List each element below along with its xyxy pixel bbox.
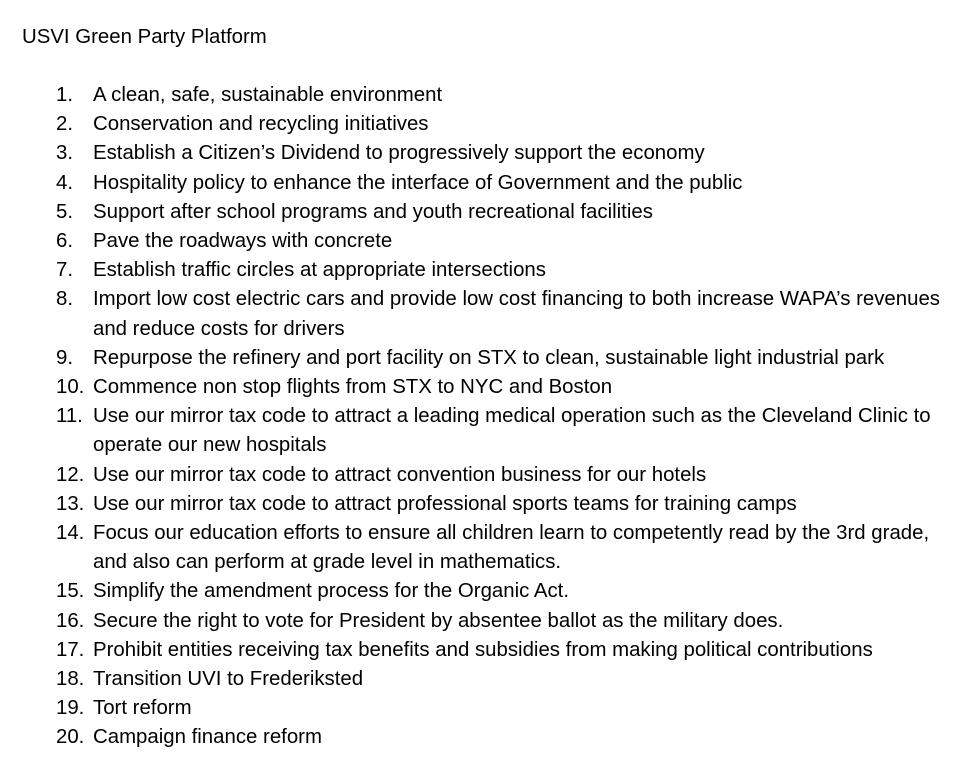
list-item bbox=[56, 665, 956, 694]
item-number: 1. bbox=[56, 84, 74, 106]
list-item bbox=[56, 636, 956, 665]
item-number: 19. bbox=[56, 697, 85, 720]
list-item bbox=[56, 461, 956, 490]
item-number: 15. bbox=[56, 580, 85, 603]
item-text: Focus our education efforts to ensure all children learn to competently read by the 3rd grade, and also can perform at grade level in mathematics. bbox=[93, 522, 930, 574]
item-text: Import low cost electric cars and provide low cost financing to both increase WAPA’s revenues and reduce costs for drivers bbox=[93, 288, 940, 340]
item-number: 4. bbox=[56, 171, 74, 194]
item-text: Hospitality policy to enhance the interface of Government and the public bbox=[93, 171, 743, 194]
list-item bbox=[56, 110, 956, 139]
item-text: Simplify the amendment process for the Organic Act. bbox=[93, 580, 569, 603]
item-number: 20. bbox=[56, 726, 85, 749]
list-item bbox=[56, 577, 956, 606]
item-text: Pave the roadways with concrete bbox=[93, 230, 393, 253]
item-number: 18. bbox=[56, 668, 85, 691]
list-item bbox=[56, 490, 956, 519]
list-item bbox=[56, 402, 956, 460]
item-number: 16. bbox=[56, 609, 85, 632]
item-number: 10. bbox=[56, 376, 85, 399]
item-number: 2. bbox=[56, 113, 74, 136]
item-text: Establish a Citizen’s Dividend to progressively support the economy bbox=[93, 142, 705, 165]
item-number: 14. bbox=[56, 522, 85, 545]
list-item bbox=[56, 285, 956, 343]
list-item bbox=[56, 256, 956, 285]
item-text: Tort reform bbox=[93, 697, 192, 720]
item-number: 5. bbox=[56, 200, 74, 223]
item-text: Secure the right to vote for President by absentee ballot as the military does. bbox=[93, 609, 784, 632]
list-item bbox=[56, 519, 956, 577]
list-item bbox=[56, 373, 956, 402]
list-item bbox=[56, 227, 956, 256]
item-number: 6. bbox=[56, 230, 74, 253]
list-item bbox=[56, 81, 956, 110]
list-item bbox=[56, 139, 956, 168]
list-item bbox=[56, 344, 956, 373]
item-number: 3. bbox=[56, 142, 74, 165]
list-item bbox=[56, 169, 956, 198]
item-number: 17. bbox=[56, 638, 85, 661]
item-number: 9. bbox=[56, 346, 74, 369]
item-text: Transition UVI to Frederiksted bbox=[93, 668, 364, 691]
item-text: Establish traffic circles at appropriate intersections bbox=[93, 259, 546, 282]
item-number: 8. bbox=[56, 288, 74, 311]
item-number: 7. bbox=[56, 259, 74, 282]
item-text: Conservation and recycling initiatives bbox=[93, 113, 429, 136]
item-text: A clean, safe, sustainable environment bbox=[93, 84, 443, 106]
item-text: Prohibit entities receiving tax benefits and subsidies from making political contributions bbox=[93, 638, 873, 661]
item-text: Repurpose the refinery and port facility on STX to clean, sustainable light industrial park bbox=[93, 346, 885, 369]
item-number: 11. bbox=[56, 405, 83, 428]
list-item bbox=[56, 198, 956, 227]
item-text: Use our mirror tax code to attract professional sports teams for training camps bbox=[93, 492, 797, 515]
item-number: 12. bbox=[56, 463, 85, 486]
list-item bbox=[56, 694, 956, 723]
document-title: USVI Green Party Platform bbox=[22, 26, 267, 48]
item-text: Use our mirror tax code to attract convention business for our hotels bbox=[93, 463, 707, 486]
list-item bbox=[56, 607, 956, 636]
list-item bbox=[56, 723, 956, 752]
item-text: Commence non stop flights from STX to NYC and Boston bbox=[93, 376, 613, 399]
item-text: Support after school programs and youth recreational facilities bbox=[93, 200, 653, 223]
item-text: Use our mirror tax code to attract a leading medical operation such as the Cleveland Clinic to operate our new hospitals bbox=[93, 405, 931, 457]
item-text: Campaign finance reform bbox=[93, 726, 322, 749]
item-number: 13. bbox=[56, 492, 85, 515]
platform-list bbox=[56, 81, 956, 753]
